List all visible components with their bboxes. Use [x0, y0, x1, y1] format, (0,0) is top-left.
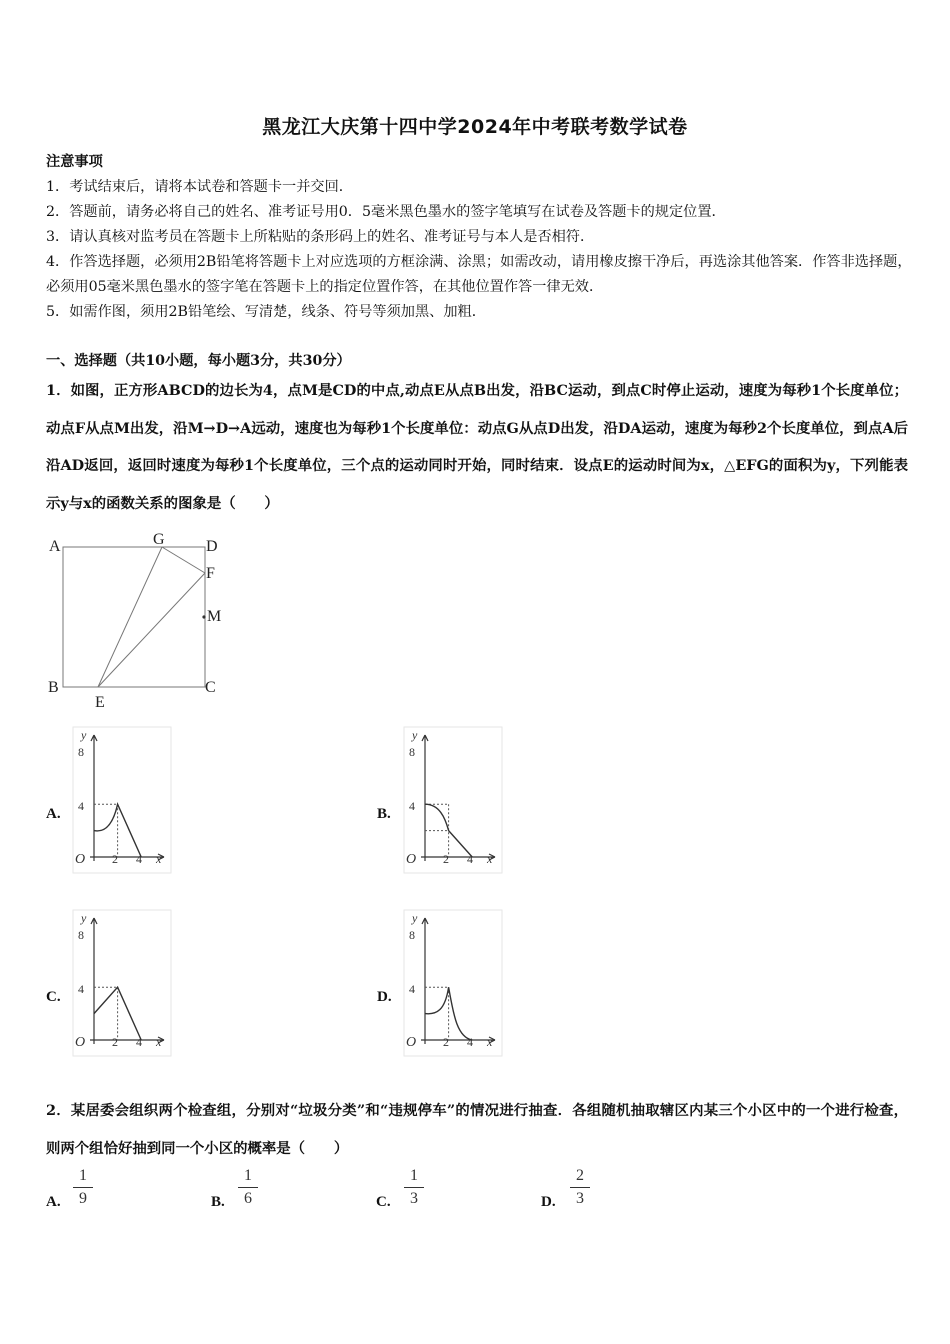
tick-x-2: 2: [443, 852, 449, 866]
notice-item: 3．请认真核对监考员在答题卡上所粘贴的条形码上的姓名、准考证号与本人是否相符．: [46, 229, 595, 245]
axis-y-label: y: [412, 728, 418, 742]
q2-option-d-fraction: [570, 1167, 590, 1208]
origin-label: O: [406, 1035, 417, 1050]
q2-option-c-fraction: [404, 1167, 424, 1208]
tick-y-4: 4: [78, 982, 84, 996]
option-d-label[interactable]: D.: [377, 989, 392, 1005]
notice-block: [46, 150, 912, 325]
axis-x-label: x: [156, 1035, 162, 1049]
label-e: E: [95, 694, 105, 711]
label-c: C: [205, 679, 216, 696]
q2-option-a-fraction: [73, 1167, 93, 1208]
notice-item: 5．如需作图，须用2B铅笔绘、写清楚，线条、符号等须加黑、加粗．: [46, 304, 486, 320]
tick-y-4: 4: [78, 799, 84, 813]
tick-x-4: 4: [136, 1035, 142, 1049]
notice-item: 1．考试结束后，请将本试卷和答题卡一并交回．: [46, 179, 353, 195]
q2-option-d-label[interactable]: D.: [541, 1194, 556, 1210]
denominator: 9: [79, 1190, 87, 1207]
denominator: 6: [244, 1190, 252, 1207]
axis-y-label: y: [81, 911, 87, 925]
denominator: 3: [576, 1190, 584, 1207]
question-2-text: 2．某居委会组织两个检查组，分别对“垃圾分类”和“违规停车”的情况进行抽查．各组随机抽取辖区内某三个小区中的一个进行检查，则两个组恰好抽到同一个小区的概率是（ ）: [46, 1102, 908, 1157]
denominator: 3: [410, 1190, 418, 1207]
label-d: D: [206, 538, 218, 555]
tick-y-4: 4: [409, 799, 415, 813]
tick-y-8: 8: [409, 745, 415, 759]
tick-y-4: 4: [409, 982, 415, 996]
notice-item: 2．答题前，请务必将自己的姓名、准考证号用0．5毫米黑色墨水的签字笔填写在试卷及答题卡的规定位置．: [46, 204, 726, 220]
tick-y-8: 8: [78, 745, 84, 759]
option-b-label[interactable]: B.: [377, 806, 391, 822]
axis-x-label: x: [156, 852, 162, 866]
origin-label: O: [75, 1035, 86, 1050]
square-figure: [40, 525, 230, 715]
notice-heading: 注意事项: [46, 154, 103, 170]
numerator: 1: [244, 1167, 252, 1184]
option-a-label[interactable]: A.: [46, 806, 61, 822]
graph-option-d[interactable]: [403, 908, 503, 1058]
label-g: G: [153, 531, 165, 548]
graph-option-b[interactable]: [403, 725, 503, 875]
notice-item: 4．作答选择题，必须用2B铅笔将答题卡上对应选项的方框涂满、涂黑；如需改动，请用橡皮擦干净后，再选涂其他答案．作答非选择题，必须用05毫米黑色墨水的签字笔在答题卡上的指定位置作答，在其他位置作答一律无效．: [46, 254, 912, 295]
tick-x-4: 4: [136, 852, 142, 866]
tick-y-8: 8: [78, 928, 84, 942]
label-f: F: [206, 565, 215, 582]
option-c-label[interactable]: C.: [46, 989, 61, 1005]
numerator: 1: [410, 1167, 418, 1184]
question-1-text: 1．如图，正方形ABCD的边长为4，点M是CD的中点,动点E从点B出发，沿BC运动，到点C时停止运动，速度为每秒1个长度单位；动点F从点M出发，沿M→D→A远动，速度也为每秒1个长度单位：动点G从点D出发，沿DA运动，速度为每秒2个长度单位，到点A后沿AD返回，返回时速度为每秒1个长度单位，三个点的运动同时开始，同时结束．设点E的运动时间为x，△EFG的面积为y，下列能表示y与x的函数关系的图象是（ ）: [46, 382, 908, 512]
origin-label: O: [406, 852, 417, 867]
tick-x-2: 2: [112, 852, 118, 866]
tick-y-8: 8: [409, 928, 415, 942]
numerator: 2: [576, 1167, 584, 1184]
axis-y-label: y: [81, 728, 87, 742]
q2-option-a-label[interactable]: A.: [46, 1194, 61, 1210]
label-b: B: [48, 679, 59, 696]
label-a: A: [49, 538, 61, 555]
axis-y-label: y: [412, 911, 418, 925]
page-title: 黑龙江大庆第十四中学2024年中考联考数学试卷: [262, 116, 688, 138]
axis-x-label: x: [487, 852, 493, 866]
graph-option-a[interactable]: [72, 725, 172, 875]
label-m: M: [207, 608, 222, 625]
graph-option-c[interactable]: [72, 908, 172, 1058]
tick-x-2: 2: [443, 1035, 449, 1049]
tick-x-2: 2: [112, 1035, 118, 1049]
origin-label: O: [75, 852, 86, 867]
tick-x-4: 4: [467, 852, 473, 866]
q2-option-b-label[interactable]: B.: [211, 1194, 225, 1210]
q2-option-b-fraction: [238, 1167, 258, 1208]
section-heading: 一、选择题（共10小题，每小题3分，共30分）: [46, 353, 351, 369]
axis-x-label: x: [487, 1035, 493, 1049]
tick-x-4: 4: [467, 1035, 473, 1049]
q2-option-c-label[interactable]: C.: [376, 1194, 391, 1210]
numerator: 1: [79, 1167, 87, 1184]
